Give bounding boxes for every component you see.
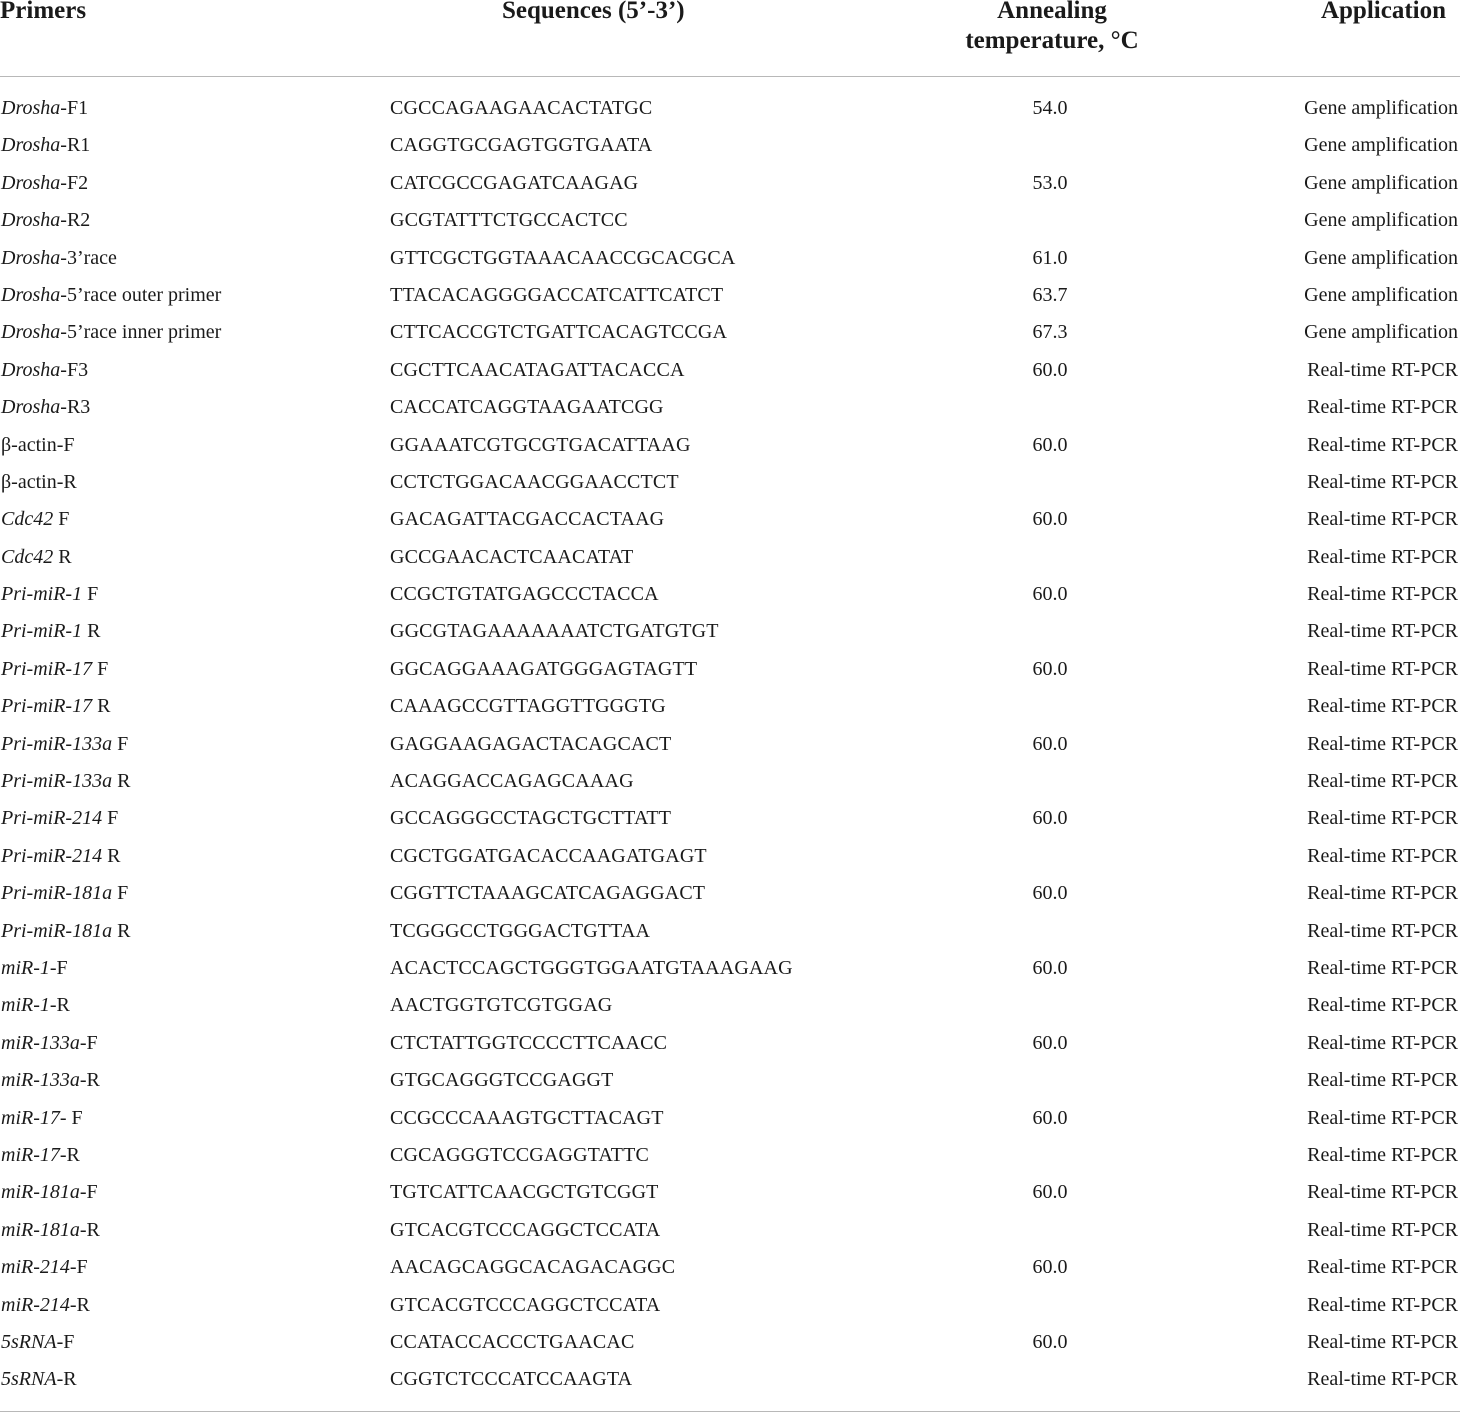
table-row [0,612,1460,649]
primer-suffix: -F3 [60,358,89,381]
primer-suffix: -F [79,1181,98,1204]
sequence: GTCACGTCCCAGGCTCCATA [390,1293,661,1316]
table-row [0,89,1460,126]
primer-name [1,844,120,868]
primer-suffix: F [102,807,119,830]
application: Gene amplification [1304,97,1458,119]
primer-suffix: -R3 [60,396,91,419]
application: Real-time RT-PCR [1307,1181,1458,1204]
header-primers: Primers [0,0,87,24]
primer-name [1,1180,98,1204]
annealing-temperature: 60.0 [1032,732,1068,755]
primer-suffix: F [112,732,129,755]
primer-suffix: -F [49,956,68,979]
primer-suffix: -F [79,1031,98,1054]
application: Real-time RT-PCR [1307,695,1458,718]
annealing-temperature: 60.0 [1032,657,1068,680]
table-row [0,912,1460,949]
primer-suffix: β-actin-F [1,433,75,456]
primer-name [1,769,130,793]
application: Real-time RT-PCR [1307,358,1458,381]
primer-name [1,96,88,120]
primer-suffix: -R1 [60,134,91,157]
gene-name: Drosha [1,358,61,381]
gene-name: miR-1 [1,994,50,1017]
application: Gene amplification [1304,134,1458,157]
primer-name [1,1293,90,1317]
table-row [0,986,1460,1023]
table-row [0,201,1460,238]
gene-name: miR-181a [1,1181,80,1204]
application: Real-time RT-PCR [1307,583,1458,606]
application: Real-time RT-PCR [1307,1069,1458,1092]
primer-suffix: R [82,620,101,643]
table-row [0,1286,1460,1323]
application: Real-time RT-PCR [1307,433,1458,456]
annealing-temperature: 60.0 [1032,956,1068,979]
sequence: CAGGTGCGAGTGGTGAATA [390,134,653,157]
sequence: TCGGGCCTGGGACTGTTAA [390,919,651,942]
annealing-temperature: 60.0 [1032,1330,1068,1353]
gene-name: miR-133a [1,1031,80,1054]
table-body [0,89,1460,1398]
header-sequences: Sequences (5’-3’) [502,0,685,24]
primer-suffix: -R [79,1069,100,1092]
primer-name [1,545,72,569]
gene-name: miR-1 [1,956,50,979]
primer-suffix: R [53,545,72,568]
application: Real-time RT-PCR [1307,1143,1458,1166]
primer-suffix: -F [69,1256,88,1279]
gene-name: miR-17 [1,1143,60,1166]
primer-name [1,1218,100,1242]
application: Real-time RT-PCR [1307,732,1458,755]
application: Real-time RT-PCR [1307,620,1458,643]
table-row [0,538,1460,575]
table-row [0,1061,1460,1098]
annealing-temperature: 60.0 [1032,807,1068,830]
annealing-temperature: 60.0 [1032,433,1068,456]
annealing-temperature: 60.0 [1032,882,1068,905]
gene-name: Pri-miR-17 [1,657,93,680]
primer-suffix: -R [49,994,70,1017]
primer-name [1,1255,88,1279]
sequence: GTTCGCTGGTAAACAACCGCACGCA [390,246,736,269]
gene-name: miR-17 [1,1106,60,1129]
sequence: TTACACAGGGGACCATCATTCATCT [390,283,724,306]
primer-suffix: F [82,583,99,606]
table-row [0,239,1460,276]
primer-suffix: R [112,919,131,942]
header-application: Application [1320,0,1446,24]
table-row [0,500,1460,537]
gene-name: 5sRNA [1,1330,57,1353]
primer-name [1,619,100,643]
annealing-temperature: 60.0 [1032,1031,1068,1054]
primer-name [1,433,75,457]
primer-name [1,358,88,382]
table-row [0,949,1460,986]
gene-name: Drosha [1,246,61,269]
primer-name [1,1367,77,1391]
primer-name [1,246,117,270]
application: Real-time RT-PCR [1307,807,1458,830]
sequence: CTTCACCGTCTGATTCACAGTCCGA [390,321,728,344]
application: Real-time RT-PCR [1307,545,1458,568]
gene-name: Drosha [1,321,61,344]
sequence: GTCACGTCCCAGGCTCCATA [390,1218,661,1241]
primer-name [1,1031,98,1055]
gene-name: miR-181a [1,1218,80,1241]
application: Real-time RT-PCR [1307,1330,1458,1353]
application: Real-time RT-PCR [1307,470,1458,493]
gene-name: Cdc42 [1,508,54,531]
gene-name: Drosha [1,171,61,194]
primer-name [1,470,77,494]
gene-name: Pri-miR-17 [1,695,93,718]
header-annealing: Annealing temperature, °C [965,0,1139,54]
gene-name: Pri-miR-1 [1,620,83,643]
table-row [0,426,1460,463]
primer-name [1,1106,83,1130]
primer-suffix: F [112,882,129,905]
application: Gene amplification [1304,246,1458,269]
primer-suffix: -R [59,1143,80,1166]
gene-name: miR-214 [1,1256,70,1279]
table-row [0,388,1460,425]
primer-suffix: -F2 [60,171,89,194]
application: Real-time RT-PCR [1307,1368,1458,1391]
application: Real-time RT-PCR [1307,844,1458,867]
primer-suffix: -R [69,1293,90,1316]
sequence: CCGCCCAAAGTGCTTACAGT [390,1106,664,1129]
primer-suffix: -5’race inner primer [60,321,222,344]
primer-name [1,657,108,681]
application: Gene amplification [1304,283,1458,306]
annealing-temperature: 63.7 [1032,283,1068,306]
gene-name: Pri-miR-214 [1,807,103,830]
sequence: CTCTATTGGTCCCCTTCAACC [390,1031,668,1054]
application: Gene amplification [1304,209,1458,232]
sequence: CAAAGCCGTTAGGTTGGGTG [390,695,666,718]
gene-name: miR-214 [1,1293,70,1316]
annealing-temperature: 54.0 [1032,97,1068,119]
sequence: GAGGAAGAGACTACAGCACT [390,732,672,755]
primer-suffix: -3’race [60,246,117,269]
application: Real-time RT-PCR [1307,396,1458,419]
gene-name: Drosha [1,134,61,157]
sequence: CACCATCAGGTAAGAATCGG [390,396,664,419]
sequence: CGGTCTCCCATCCAAGTA [390,1368,633,1391]
application: Gene amplification [1304,321,1458,344]
table-row [0,837,1460,874]
table-row [0,650,1460,687]
primer-name [1,993,70,1017]
table-row [0,1248,1460,1285]
primer-name [1,582,98,606]
gene-name: Pri-miR-133a [1,770,113,793]
primer-name [1,171,88,195]
table-row [0,1099,1460,1136]
annealing-temperature: 67.3 [1032,321,1068,344]
table-row [0,126,1460,163]
sequence: GCCGAACACTCAACATAT [390,545,634,568]
table-header [0,0,1460,77]
primer-name [1,732,128,756]
primer-name [1,133,90,157]
primer-name [1,956,68,980]
table-row [0,463,1460,500]
table-row [0,313,1460,350]
application: Real-time RT-PCR [1307,657,1458,680]
table-row [0,351,1460,388]
gene-name: Drosha [1,209,61,232]
gene-name: Drosha [1,283,61,306]
table-row [0,1136,1460,1173]
sequence: GTGCAGGGTCCGAGGT [390,1069,614,1092]
application: Real-time RT-PCR [1307,919,1458,942]
table-row [0,575,1460,612]
table-row [0,799,1460,836]
bottom-rule [0,1411,1460,1412]
sequence: CCGCTGTATGAGCCCTACCA [390,583,659,606]
gene-name: Pri-miR-214 [1,844,103,867]
sequence: CGCTGGATGACACCAAGATGAGT [390,844,707,867]
gene-name: 5sRNA [1,1368,57,1391]
application: Real-time RT-PCR [1307,882,1458,905]
application: Real-time RT-PCR [1307,770,1458,793]
table-row [0,762,1460,799]
gene-name: Pri-miR-1 [1,583,83,606]
sequence: GGCAGGAAAGATGGGAGTAGTT [390,657,698,680]
sequence: GGCGTAGAAAAAAATCTGATGTGT [390,620,719,643]
table-row [0,1024,1460,1061]
application: Real-time RT-PCR [1307,1218,1458,1241]
application: Real-time RT-PCR [1307,956,1458,979]
table-row [0,1211,1460,1248]
sequence: CGGTTCTAAAGCATCAGAGGACT [390,882,706,905]
sequence: CGCAGGGTCCGAGGTATTC [390,1143,650,1166]
sequence: GACAGATTACGACCACTAAG [390,508,665,531]
primer-name [1,208,90,232]
primer-suffix: F [53,508,70,531]
sequence: GCCAGGGCCTAGCTGCTTATT [390,807,672,830]
primer-suffix: R [102,844,121,867]
annealing-temperature: 60.0 [1032,1106,1068,1129]
primer-suffix: - F [59,1106,83,1129]
application: Real-time RT-PCR [1307,1293,1458,1316]
primer-name [1,507,69,531]
primer-suffix: β-actin-R [1,470,77,493]
primer-name [1,1330,74,1354]
gene-name: Pri-miR-181a [1,882,113,905]
table-row [0,276,1460,313]
sequence: ACACTCCAGCTGGGTGGAATGTAAAGAAG [390,956,793,979]
application: Gene amplification [1304,171,1458,194]
sequence: CCTCTGGACAACGGAACCTCT [390,470,679,493]
gene-name: Pri-miR-181a [1,919,113,942]
sequence: CATCGCCGAGATCAAGAG [390,171,639,194]
application: Real-time RT-PCR [1307,994,1458,1017]
annealing-temperature: 60.0 [1032,1256,1068,1279]
primer-name [1,694,110,718]
annealing-temperature: 60.0 [1032,358,1068,381]
primer-suffix: -R [79,1218,100,1241]
primer-suffix: -F [56,1330,75,1353]
gene-name: Pri-miR-133a [1,732,113,755]
primer-name [1,283,221,307]
application: Real-time RT-PCR [1307,1031,1458,1054]
primer-suffix: -F1 [60,97,89,119]
table-row [0,1323,1460,1360]
application: Real-time RT-PCR [1307,1256,1458,1279]
table-row [0,874,1460,911]
application: Real-time RT-PCR [1307,1106,1458,1129]
primer-name [1,919,130,943]
sequence: GGAAATCGTGCGTGACATTAAG [390,433,691,456]
table-row [0,1173,1460,1210]
primer-name [1,395,90,419]
primer-name [1,806,118,830]
table-row [0,164,1460,201]
gene-name: Drosha [1,97,61,119]
gene-name: miR-133a [1,1069,80,1092]
sequence: CGCTTCAACATAGATTACACCA [390,358,685,381]
sequence: CCATACCACCCTGAACAC [390,1330,635,1353]
table-row [0,1360,1460,1397]
primer-suffix: -5’race outer primer [60,283,222,306]
table-row [0,687,1460,724]
annealing-temperature: 60.0 [1032,508,1068,531]
primer-suffix: R [112,770,131,793]
primer-name [1,1143,80,1167]
sequence: CGCCAGAAGAACACTATGC [390,97,653,119]
gene-name: Cdc42 [1,545,54,568]
sequence: TGTCATTCAACGCTGTCGGT [390,1181,659,1204]
sequence: GCGTATTTCTGCCACTCC [390,209,628,232]
annealing-temperature: 61.0 [1032,246,1068,269]
application: Real-time RT-PCR [1307,508,1458,531]
primer-suffix: -R [56,1368,77,1391]
primer-name [1,1068,100,1092]
annealing-temperature: 53.0 [1032,171,1068,194]
primer-suffix: -R2 [60,209,91,232]
annealing-temperature: 60.0 [1032,583,1068,606]
sequence: AACAGCAGGCACAGACAGGC [390,1256,676,1279]
sequence: ACAGGACCAGAGCAAAG [390,770,634,793]
annealing-temperature: 60.0 [1032,1181,1068,1204]
primer-suffix: F [92,657,109,680]
primer-name [1,881,128,905]
sequence: AACTGGTGTCGTGGAG [390,994,613,1017]
table-row [0,725,1460,762]
gene-name: Drosha [1,396,61,419]
primer-name [1,320,221,344]
primer-suffix: R [92,695,111,718]
